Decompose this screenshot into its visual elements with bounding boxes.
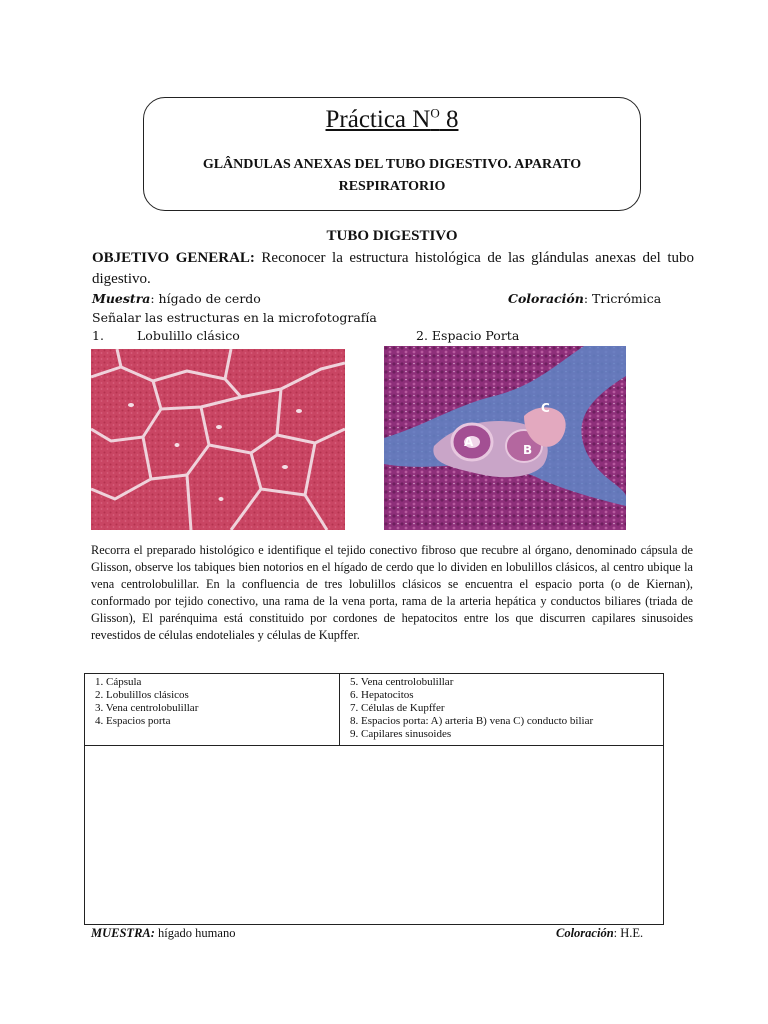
instructions-paragraph: Recorra el preparado histológico e identifique el tejido conectivo fibroso que recubre al órgano, denominado cápsula de Glisson, observe los tabiques bien notorios en el hígado de cerdo que lo dividen en lobulillos clásicos, al centro ubique la vena centrolobulillar. En la confluencia de tres lobulillos clásicos se encuentra el espacio porta (o de Kiernan), conformado por tejido conectivo, una rama de la vena porta, rama de la arteria hepática y conductos biliares (triada de Glisson), El parénquima está constituido por cordones de hepatocitos entre los que discurren capilares sinusoides revestidos de células endoteliales y células de Kupffer. bbox=[91, 543, 693, 643]
section-title: TUBO DIGESTIVO bbox=[326, 228, 458, 244]
sample-line: Muestra: hígado de cerdo bbox=[92, 291, 261, 306]
legend-table bbox=[84, 673, 664, 746]
page-subtitle: GLÂNDULAS ANEXAS DEL TUBO DIGESTIVO. APARATO RESPIRATORIO bbox=[202, 157, 582, 194]
title-box bbox=[143, 97, 641, 211]
footer-stain: Coloración: H.E. bbox=[556, 926, 644, 940]
footer-sample: MUESTRA: hígado humano bbox=[91, 926, 236, 940]
page-title: Práctica $N^O$ 8 bbox=[325, 106, 459, 134]
figure2-label: 2. Espacio Porta bbox=[416, 328, 520, 343]
legend-left: 1. Cápsula 2. Lobulillos clásicos 3. Vena centrolobulillar 4. Espacios porta bbox=[85, 674, 340, 746]
marker-a: A bbox=[464, 435, 474, 449]
drawing-area bbox=[84, 741, 664, 925]
instruction: Señalar las estructuras en la microfotografía bbox=[92, 310, 377, 325]
figure1-number: 1. bbox=[92, 328, 104, 343]
figure1-label: Lobulillo clásico bbox=[137, 328, 240, 343]
legend-right: 5. Vena centrolobulillar 6. Hepatocitos 7. Células de Kupffer 8. Espacios porta: A) arteria B) vena C) conducto biliar 9. Capilares sinusoides bbox=[340, 674, 664, 746]
marker-b: B bbox=[523, 443, 533, 457]
portal-space-micrograph bbox=[384, 346, 626, 530]
objective: OBJETIVO GENERAL: Reconocer la estructura histológica de las glándulas anexas del tubo digestivo. bbox=[92, 250, 694, 287]
marker-c: C bbox=[541, 401, 550, 415]
stain-line: Coloración: Tricrómica bbox=[508, 291, 662, 306]
lobule-micrograph bbox=[91, 349, 345, 530]
